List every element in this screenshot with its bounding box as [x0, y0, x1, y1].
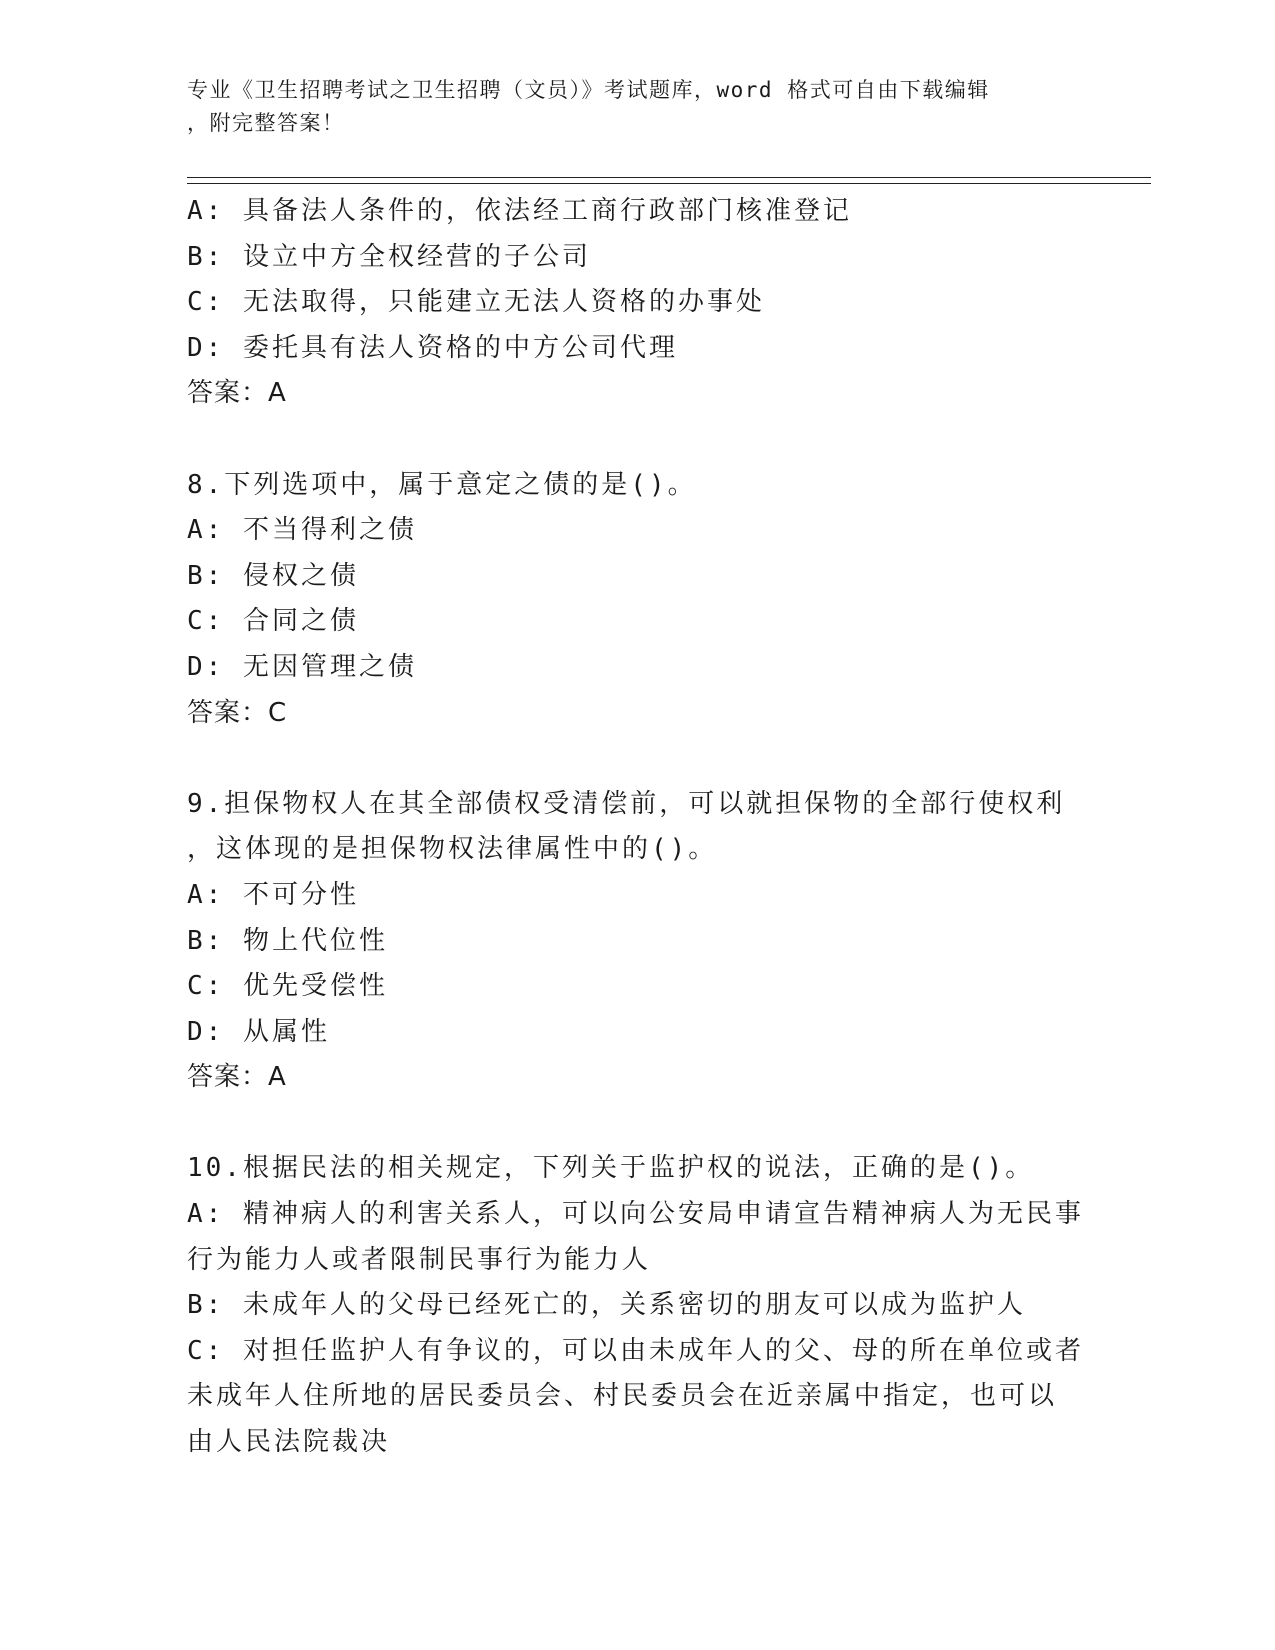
option-b: B: 设立中方全权经营的子公司: [187, 241, 591, 272]
header-title-line-2: ，附完整答案！: [187, 111, 345, 135]
question-9: [187, 782, 1087, 1101]
option-c-line-2: 未成年人住所地的居民委员会、村民委员会在近亲属中指定，也可以: [187, 1381, 1058, 1412]
answer-label: 答案：A: [187, 378, 287, 409]
option-d: D: 无因管理之债: [187, 651, 417, 682]
question-stem-line-1: 9.担保物权人在其全部债权受清偿前，可以就担保物的全部行使权利: [187, 788, 1066, 819]
header-title-line-1: 专业《卫生招聘考试之卫生招聘（文员）》考试题库，word 格式可自由下载编辑: [187, 78, 990, 102]
option-b: B: 未成年人的父母已经死亡的，关系密切的朋友可以成为监护人: [187, 1290, 1026, 1321]
option-a: A: 不可分性: [187, 879, 359, 910]
header-divider-top: [187, 177, 1151, 178]
option-d: D: 委托具有法人资格的中方公司代理: [187, 332, 678, 363]
question-10: [187, 1146, 1087, 1465]
option-a: A: 不当得利之债: [187, 515, 417, 546]
question-7: [187, 189, 1087, 417]
option-a-line-2: 行为能力人或者限制民事行为能力人: [187, 1244, 652, 1275]
question-stem-line-2: ，这体现的是担保物权法律属性中的()。: [187, 834, 718, 865]
answer-label: 答案：C: [187, 697, 288, 728]
question-stem: 8.下列选项中，属于意定之债的是()。: [187, 469, 697, 500]
option-d: D: 从属性: [187, 1016, 330, 1047]
question-list: [187, 189, 1087, 1466]
option-c-line-3: 由人民法院裁决: [187, 1427, 391, 1458]
option-c: C: 合同之债: [187, 606, 359, 637]
option-b: B: 侵权之债: [187, 560, 359, 591]
question-stem: 10.根据民法的相关规定，下列关于监护权的说法，正确的是()。: [187, 1153, 1035, 1184]
option-c-line-1: C: 对担任监护人有争议的，可以由未成年人的父、母的所在单位或者: [187, 1335, 1084, 1366]
question-spacer: [187, 1101, 1087, 1147]
question-spacer: [187, 417, 1087, 463]
option-c: C: 无法取得，只能建立无法人资格的办事处: [187, 287, 765, 318]
option-c: C: 优先受偿性: [187, 971, 388, 1002]
header-divider-bottom: [187, 183, 1151, 184]
question-spacer: [187, 736, 1087, 782]
document-header: [187, 74, 1067, 140]
option-a: A: 具备法人条件的，依法经工商行政部门核准登记: [187, 196, 852, 226]
option-a-line-1: A: 精神病人的利害关系人，可以向公安局申请宣告精神病人为无民事: [187, 1199, 1084, 1230]
question-8: [187, 463, 1087, 737]
option-b: B: 物上代位性: [187, 925, 388, 956]
answer-label: 答案：A: [187, 1062, 287, 1093]
